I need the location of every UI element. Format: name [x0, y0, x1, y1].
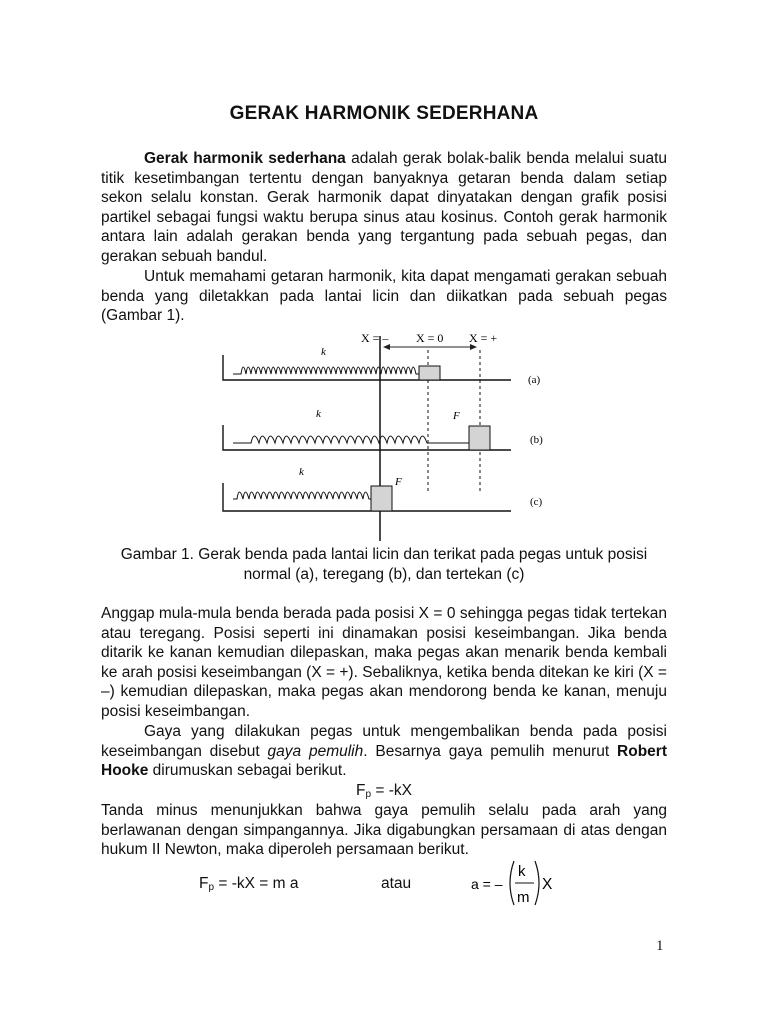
eq-symbol: F: [356, 782, 366, 799]
label-a: (a): [528, 374, 541, 386]
label-c: (c): [530, 496, 543, 508]
eq-rest: = -kX: [371, 782, 412, 799]
page-number: 1: [656, 938, 664, 954]
label-force: F: [453, 410, 460, 422]
block-a: [419, 366, 440, 380]
paragraph-definition: [101, 149, 667, 267]
row-b: [223, 408, 543, 450]
eq-denominator: m: [517, 889, 530, 906]
label-b: (b): [530, 434, 543, 446]
eq-subscript: p: [208, 882, 215, 893]
eq-rest: = -kX = m a: [214, 875, 299, 892]
spring-figure: [221, 328, 546, 543]
label-x-positive: X = +: [469, 331, 498, 345]
wall-floor-b: [223, 425, 511, 450]
spring-b: [233, 436, 469, 443]
paragraph-intro-figure: Untuk memahami getaran harmonik, kita dapat mengamati gerakan sebuah benda yang diletakkan pada lantai licin dan diikatkan pada sebuah pegas (Gambar 1).: [101, 268, 667, 325]
equation-newton: [199, 875, 298, 893]
label-k: k: [316, 408, 321, 420]
term-italic: gaya pemulih: [267, 742, 364, 760]
spring-c: [233, 492, 371, 499]
eq-symbol: F: [199, 875, 209, 892]
page-title: GERAK HARMONIK SEDERHANA: [229, 103, 539, 124]
paragraph-restoring-force: [101, 722, 667, 781]
eq-numerator: k: [518, 863, 526, 880]
label-k: k: [321, 346, 326, 358]
eq-x: X: [542, 876, 553, 893]
name-bold: Robert Hooke: [101, 742, 667, 780]
eq-lhs: a = –: [471, 876, 503, 892]
label-x-negative: X = –: [361, 331, 389, 345]
term-bold: Gerak harmonik sederhana: [144, 150, 346, 167]
text-part: dirumuskan sebagai berikut.: [148, 762, 347, 780]
spring-a: [233, 367, 419, 374]
definition-text: adalah gerak bolak-balik benda melalui suatu titik kesetimbangan tertentu dengan banyaknya getaran benda dalam setiap sekon selalu konstan. Gerak harmonik dapat dinyatakan dengan grafik posisi partikel sebagai fungsi waktu berupa sinus atau kosinus. Contoh gerak harmonik antara lain adalah gerakan benda yang tergantung pada sebuah pegas, dan gerakan sebuah bandul.: [101, 150, 667, 265]
block-c: [371, 486, 392, 511]
word-atau: atau: [381, 875, 412, 892]
label-x-zero: X = 0: [416, 331, 444, 345]
eq-subscript: p: [365, 789, 372, 800]
text-part: . Besarnya gaya pemulih menurut: [363, 742, 618, 760]
row-c: [223, 466, 543, 511]
label-k: k: [299, 466, 304, 478]
right-paren: [535, 861, 539, 905]
block-b: [469, 426, 490, 450]
spring-diagram: [221, 328, 546, 543]
equation-acceleration: [471, 855, 581, 911]
figure-caption: Gambar 1. Gerak benda pada lantai licin dan terikat pada pegas untuk posisi normal (a), teregang (b), dan tertekan (c): [120, 546, 648, 583]
paragraph-equilibrium: Anggap mula-mula benda berada pada posisi X = 0 sehingga pegas tidak tertekan atau teregang. Posisi seperti ini dinamakan posisi keseimbangan. Jika benda ditarik ke kanan kemudian dilepaskan, maka pegas akan menarik benda kembali ke arah posisi keseimbangan (X = +). Sebaliknya, ketika benda ditekan ke kiri (X = –) kemudian dilepaskan, maka pegas akan mendorong benda ke kanan, menuju posisi keseimbangan.: [101, 605, 667, 720]
paragraph-newton: Tanda minus menunjukkan bahwa gaya pemulih selalu pada arah yang berlawanan dengan simpangannya. Jika digabungkan persamaan di atas dengan hukum II Newton, maka diperoleh persamaan berikut.: [101, 802, 667, 859]
label-force: F: [395, 476, 402, 488]
equation-row: [101, 855, 667, 911]
row-a: [223, 346, 541, 386]
text-part: Gaya yang dilakukan pegas untuk mengembalikan benda pada posisi keseimbangan disebut: [101, 723, 667, 760]
wall-floor-a: [223, 355, 511, 380]
left-paren: [510, 861, 514, 905]
